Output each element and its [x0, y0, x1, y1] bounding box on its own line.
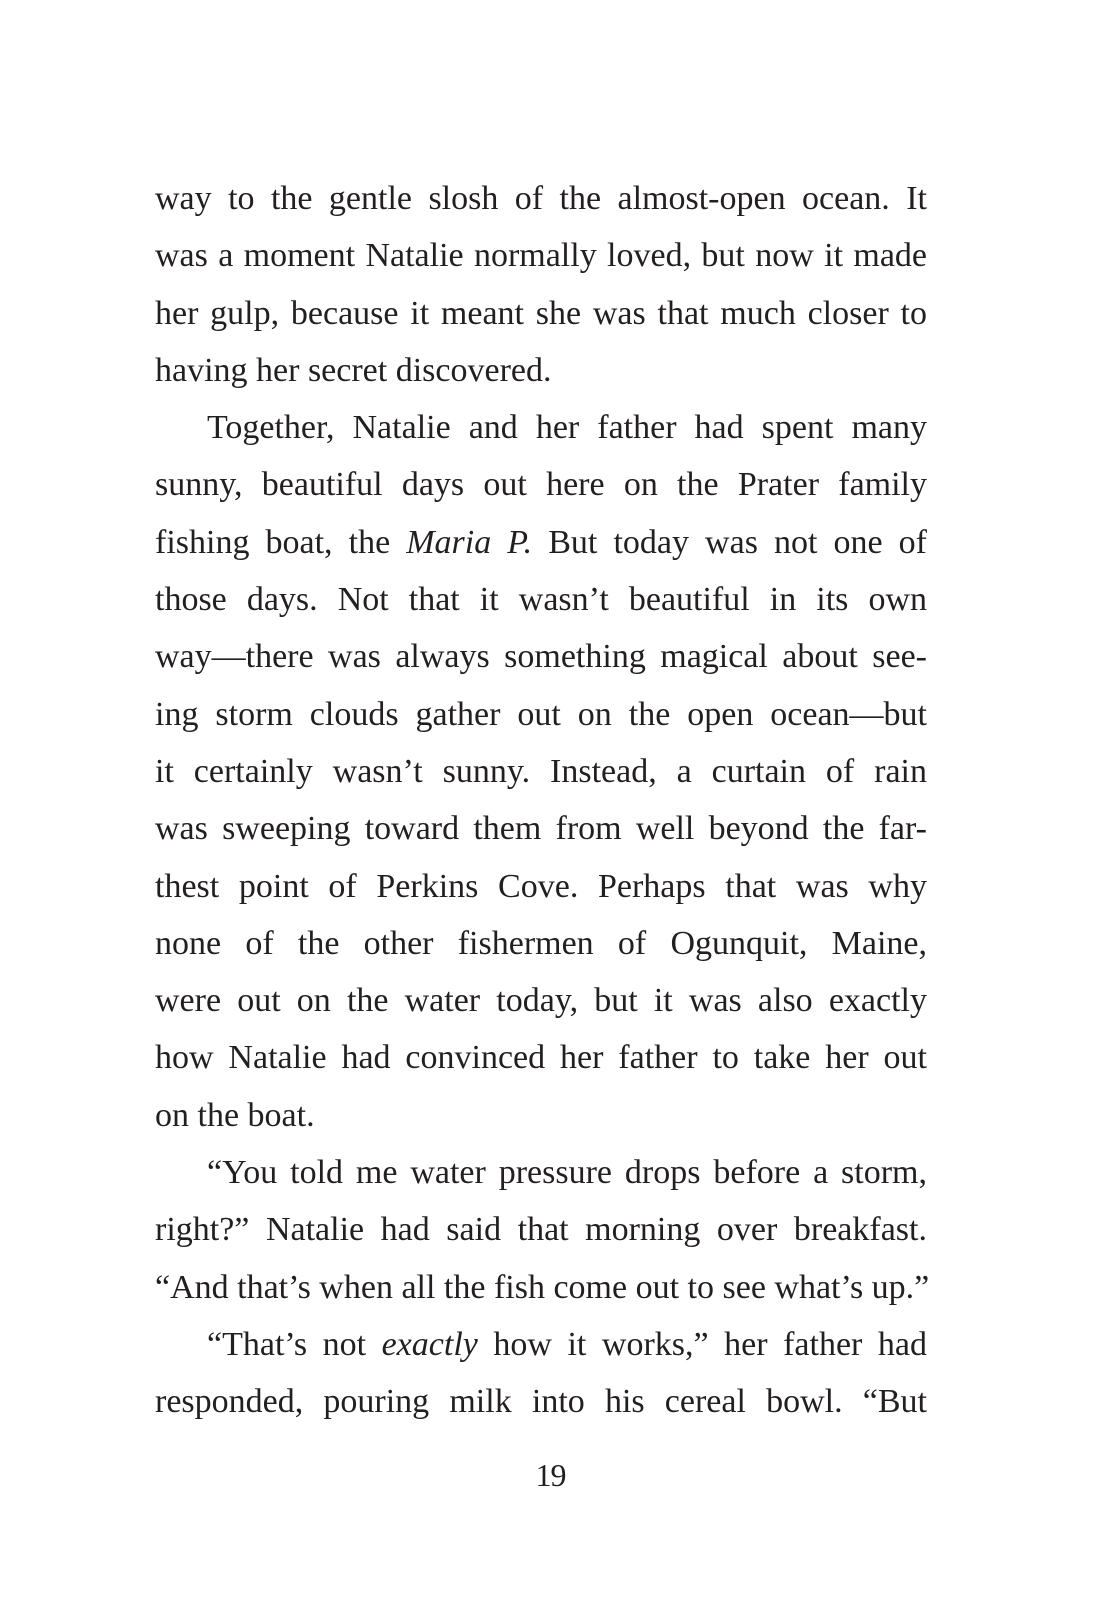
text-line: how Natalie had convinced her father to take her out	[155, 1039, 927, 1077]
text-line: Together, Natalie and her father had spent many	[207, 409, 927, 447]
text-line: her gulp, because it meant she was that much closer to	[155, 294, 927, 332]
text-line	[155, 514, 927, 571]
text-line: was a moment Natalie normally loved, but now it made	[155, 237, 927, 275]
emphasis: exactly	[381, 1325, 478, 1363]
text-line: way to the gentle slosh of the almost-open ocean. It	[155, 180, 927, 217]
text-segment: how it works,” her father had	[477, 1325, 927, 1363]
text-line: those days. Not that it wasn’t beautiful in its own	[155, 581, 927, 619]
text-line: thest point of Perkins Cove. Perhaps that was why	[155, 867, 927, 905]
text-line: “You told me water pressure drops before a storm,	[207, 1154, 927, 1192]
text-line: responded, pouring milk into his cereal bowl. “But	[155, 1383, 927, 1421]
text-line: were out on the water today, but it was also exactly	[155, 982, 927, 1020]
text-line: ing storm clouds gather out on the open ocean—but	[155, 695, 927, 733]
text-line: having her secret discovered.	[155, 351, 552, 389]
text-segment: But today was not one of	[532, 523, 927, 561]
page-number: 19	[535, 1457, 566, 1493]
text-line	[155, 1316, 927, 1373]
text-line: on the boat.	[155, 1096, 315, 1134]
text-line: sunny, beautiful days out here on the Prater family	[155, 466, 927, 504]
text-line: none of the other fishermen of Ogunquit, Maine,	[155, 924, 927, 962]
text-line: was sweeping toward them from well beyond the far-	[155, 810, 927, 848]
text-line: “And that’s when all the fish come out to see what’s up.”	[155, 1268, 930, 1306]
text-line: way—there was always something magical about see-	[155, 638, 927, 676]
text-segment: fishing boat, the	[155, 523, 407, 561]
body-text	[155, 170, 930, 1431]
text-line: it certainly wasn’t sunny. Instead, a curtain of rain	[155, 752, 927, 790]
boat-name: Maria P.	[406, 523, 533, 561]
text-segment: “That’s not	[207, 1325, 382, 1363]
text-line: right?” Natalie had said that morning over breakfast.	[155, 1211, 927, 1249]
